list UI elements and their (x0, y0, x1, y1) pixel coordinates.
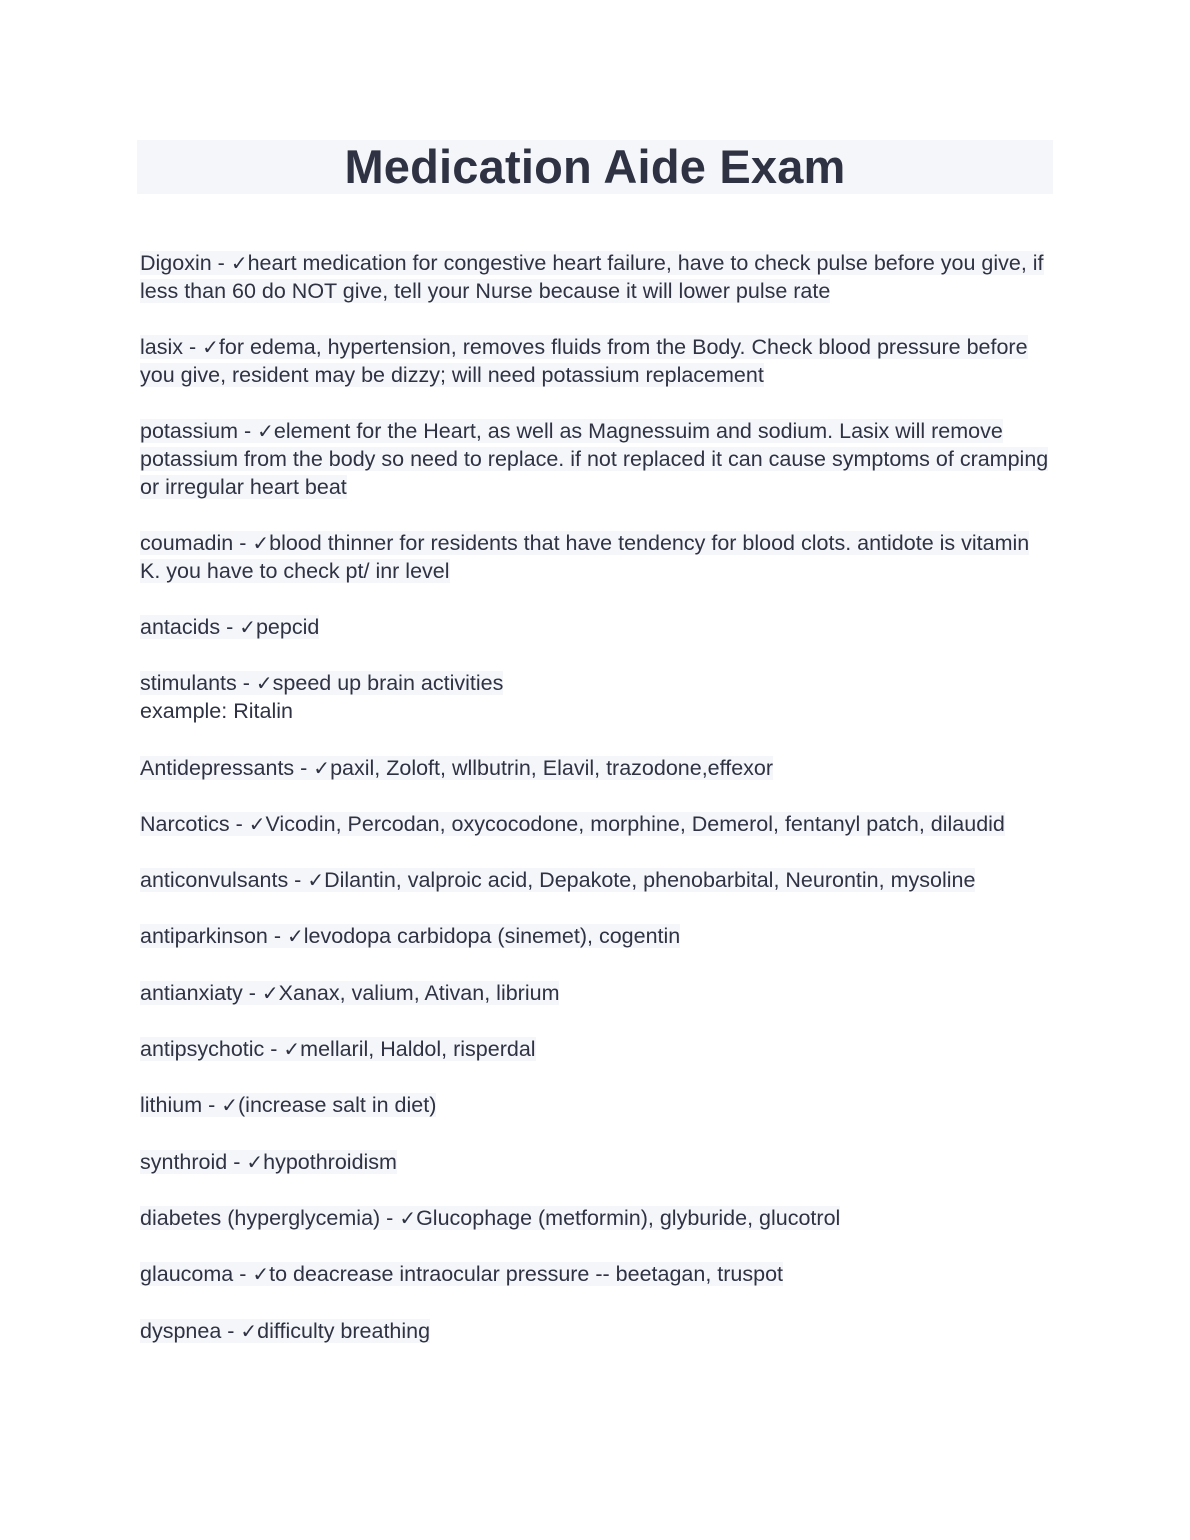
entry-definition: (increase salt in diet) (238, 1093, 437, 1118)
check-icon: ✓ (257, 419, 274, 444)
entry-term: Antidepressants (140, 755, 295, 780)
entry-term: Digoxin (140, 251, 212, 275)
entry-definition: Vicodin, Percodan, oxycocodone, morphine, Demerol, fentanyl patch, dilaudid (265, 811, 1005, 836)
entry-term: potassium (140, 419, 238, 444)
list-item: potassium - ✓element for the Heart, as well as Magnessuim and sodium. Lasix will remove potassium from the body so need to replace. if not replaced it can cause symptoms of cramping or irregular heart beat (140, 419, 1049, 499)
check-icon: ✓ (399, 1205, 417, 1230)
check-icon: ✓ (240, 1318, 258, 1343)
entry-definition: to deacrease intraocular pressure -- beetagan, truspot (269, 1262, 784, 1287)
list-item: dyspnea - ✓difficulty breathing (140, 1318, 431, 1343)
list-item: Digoxin - ✓heart medication for congestive heart failure, have to check pulse before you give, if less than 60 do NOT give, tell your Nurse because it will lower pulse rate (140, 251, 1044, 303)
entry-definition: element for the Heart, as well as Magnessuim and sodium. Lasix will remove potassium from the body so need to replace. if not replaced it can cause symptoms of cramping or irregular heart beat (140, 419, 1049, 499)
check-icon: ✓ (221, 1093, 239, 1118)
check-icon: ✓ (252, 1262, 270, 1287)
entry-example: example: Ritalin (140, 699, 293, 724)
check-icon: ✓ (283, 1037, 301, 1062)
entry-term: dyspnea (140, 1318, 222, 1343)
check-icon: ✓ (252, 531, 270, 556)
entry-term: antianxiaty (140, 980, 243, 1005)
check-icon: ✓ (202, 335, 219, 360)
entry-definition: heart medication for congestive heart failure, have to check pulse before you give, if less than 60 do NOT give, tell your Nurse because it will lower pulse rate (140, 251, 1044, 303)
entry-definition: Dilantin, valproic acid, Depakote, phenobarbital, Neurontin, mysoline (324, 868, 976, 893)
list-item: Antidepressants - ✓paxil, Zoloft, wllbutrin, Elavil, trazodone,effexor (140, 755, 774, 780)
check-icon: ✓ (313, 755, 331, 780)
check-icon: ✓ (246, 1149, 264, 1174)
entry-definition: paxil, Zoloft, wllbutrin, Elavil, trazodone,effexor (330, 755, 774, 780)
entry-term: glaucoma (140, 1262, 234, 1287)
entry-definition: speed up brain activities (272, 671, 504, 696)
entry-definition: mellaril, Haldol, risperdal (300, 1037, 536, 1062)
entry-term: synthroid (140, 1149, 228, 1174)
list-item: antianxiaty - ✓Xanax, valium, Ativan, librium (140, 980, 560, 1005)
entry-term: diabetes (hyperglycemia) (140, 1205, 381, 1230)
list-item: antipsychotic - ✓mellaril, Haldol, risperdal (140, 1037, 536, 1062)
list-item: Narcotics - ✓Vicodin, Percodan, oxycocodone, morphine, Demerol, fentanyl patch, dilaudid (140, 811, 1005, 836)
check-icon: ✓ (239, 615, 256, 640)
entry-term: stimulants (140, 671, 237, 696)
check-icon: ✓ (307, 868, 325, 893)
entry-definition: for edema, hypertension, removes fluids from the Body. Check blood pressure before you give, resident may be dizzy; will need potassium replacement (140, 335, 1028, 387)
title-band (137, 140, 1053, 194)
list-item: synthroid - ✓hypothroidism (140, 1149, 397, 1174)
entry-definition: hypothroidism (263, 1149, 397, 1174)
list-item: stimulants - ✓speed up brain activities example: Ritalin (140, 671, 504, 724)
list-item: anticonvulsants - ✓Dilantin, valproic acid, Depakote, phenobarbital, Neurontin, mysoline (140, 868, 976, 893)
check-icon: ✓ (287, 924, 304, 949)
list-item: lasix - ✓for edema, hypertension, removes fluids from the Body. Check blood pressure before you give, resident may be dizzy; will need potassium replacement (140, 335, 1028, 387)
check-icon: ✓ (255, 671, 273, 696)
entry-term: anticonvulsants (140, 868, 289, 893)
entry-definition: pepcid (255, 615, 320, 640)
entry-term: Narcotics (140, 811, 230, 836)
list-item: antiparkinson - ✓levodopa carbidopa (sinemet), cogentin (140, 924, 681, 949)
list-item: diabetes (hyperglycemia) - ✓Glucophage (metformin), glyburide, glucotrol (140, 1205, 841, 1230)
entry-definition: blood thinner for residents that have tendency for blood clots. antidote is vitamin K. you have to check pt/ inr level (140, 531, 1030, 583)
entry-term: antipsychotic (140, 1037, 265, 1062)
entry-term: lasix (140, 335, 184, 360)
entry-definition: Glucophage (metformin), glyburide, glucotrol (416, 1205, 841, 1230)
entry-term: lithium (140, 1093, 203, 1118)
list-item: coumadin - ✓blood thinner for residents that have tendency for blood clots. antidote is vitamin K. you have to check pt/ inr level (140, 531, 1030, 583)
check-icon: ✓ (248, 811, 266, 836)
check-icon: ✓ (230, 251, 248, 275)
list-item: lithium - ✓(increase salt in diet) (140, 1093, 437, 1118)
entry-term: antacids (140, 615, 221, 640)
entry-definition: Xanax, valium, Ativan, librium (278, 980, 560, 1005)
entry-definition: difficulty breathing (257, 1318, 431, 1343)
entry-term: coumadin (140, 531, 234, 556)
check-icon: ✓ (261, 980, 279, 1005)
list-item: antacids - ✓pepcid (140, 615, 320, 640)
list-item: glaucoma - ✓to deacrease intraocular pressure -- beetagan, truspot (140, 1262, 784, 1287)
entry-definition: levodopa carbidopa (sinemet), cogentin (303, 924, 681, 949)
page-title: Medication Aide Exam (344, 140, 846, 193)
flashcard-list (140, 250, 1055, 1374)
entry-term: antiparkinson (140, 924, 268, 949)
